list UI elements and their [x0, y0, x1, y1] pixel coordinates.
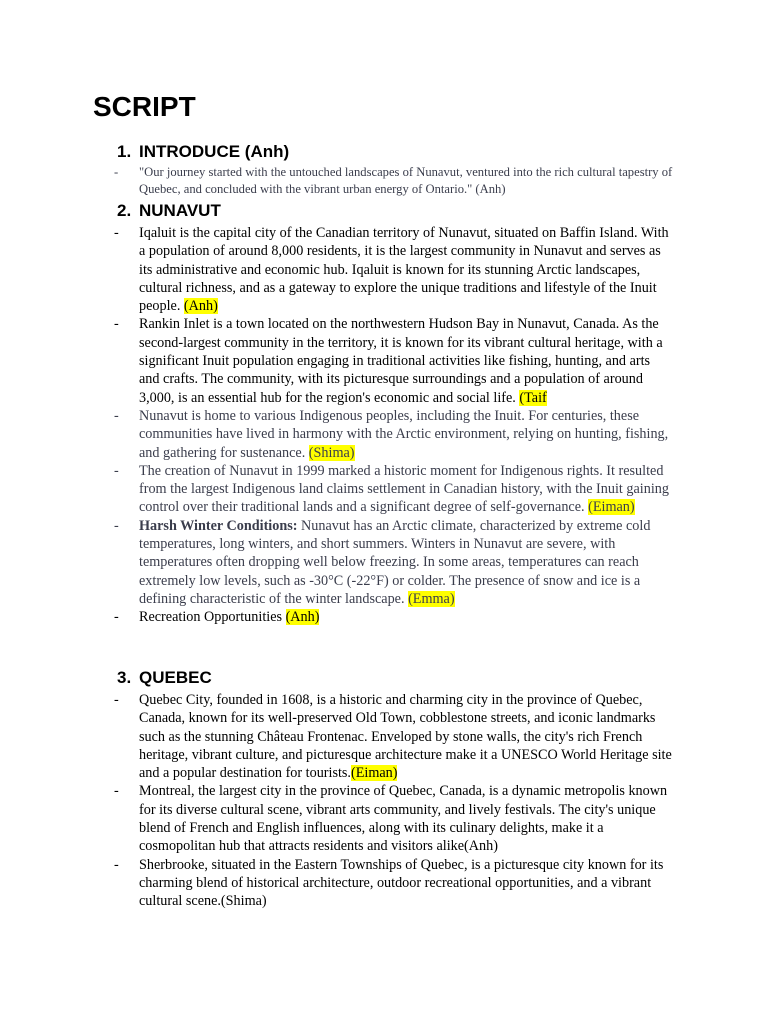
list-item [114, 224, 674, 315]
speaker-tag: (Eiman) [350, 765, 398, 782]
bullet-marker: - [114, 692, 119, 708]
section-number: 1. [117, 142, 132, 161]
speaker-tag: (Eiman) [588, 499, 635, 516]
section-number: 2. [117, 201, 132, 220]
section-heading-nunavut [117, 199, 221, 223]
list-item [114, 691, 674, 782]
bullet-list-nunavut [114, 224, 674, 627]
item-text: Nunavut has an Arctic climate, characterized by extreme cold temperatures, long winters, and short summers. Winters in Nunavut are severe, with temperatures often dropping well below freezing. In some areas, temperatures can reach extremely low levels, such as -30°C (-22°F) or colder. The presence of snow and ice is a defining characteristic of the winter landscape. [139, 517, 651, 607]
item-text: Iqaluit is the capital city of the Canadian territory of Nunavut, situated on Baffin Island. With a population of around 8,000 residents, it is the largest community in Nunavut and serves as its administrative and economic hub. Iqaluit is known for its stunning Arctic landscapes, cultural richness, and as a gateway to explore the unique traditions and lifestyle of the Inuit people. [139, 225, 669, 315]
bullet-list-introduce [114, 164, 674, 198]
list-item [114, 517, 674, 608]
bullet-marker: - [114, 517, 119, 534]
document-title: SCRIPT [93, 91, 196, 122]
bullet-marker: - [114, 609, 119, 626]
section-heading-quebec [117, 666, 212, 690]
section-title: NUNAVUT [139, 201, 221, 220]
speaker-tag: (Taif [519, 389, 547, 406]
section-title: QUEBEC [139, 668, 212, 687]
bullet-marker: - [114, 856, 119, 873]
item-text: "Our journey started with the untouched landscapes of Nunavut, ventured into the rich cultural tapestry of Quebec, and concluded with the vibrant urban energy of Ontario." (Anh) [139, 165, 673, 196]
speaker-tag: (Shima) [308, 444, 355, 461]
item-text: Montreal, the largest city in the province of Quebec, Canada, is a dynamic metropolis known for its diverse cultural scene, vibrant arts community, and lively festivals. The city's unique blend of French and English influences, along with its culinary delights, make it a cosmopolitan hub that attracts residents and visitors alike(Anh) [139, 783, 668, 855]
list-item [114, 407, 674, 462]
bullet-marker: - [114, 783, 119, 800]
list-item [114, 856, 674, 911]
bullet-list-quebec [114, 691, 674, 911]
item-text: The creation of Nunavut in 1999 marked a historic moment for Indigenous rights. It resulted from the largest Indigenous land claims settlement in Canadian history, with the Inuit gaining control over their traditional lands and a significant degree of self-governance. [139, 462, 669, 516]
section-title: INTRODUCE (Anh) [139, 142, 290, 161]
bullet-marker: - [114, 165, 119, 179]
speaker-tag: (Anh) [285, 609, 320, 626]
speaker-tag: (Emma) [408, 590, 455, 607]
item-text: Sherbrooke, situated in the Eastern Townships of Quebec, is a picturesque city known for its charming blend of historical architecture, outdoor recreational opportunities, and a vibrant cultural scene.(Shima) [139, 856, 664, 910]
bullet-marker: - [114, 316, 119, 333]
item-lead: Harsh Winter Conditions: [139, 517, 298, 534]
list-item [114, 782, 674, 855]
bullet-marker: - [114, 225, 119, 241]
list-item [114, 462, 674, 517]
bullet-marker: - [114, 407, 119, 424]
item-text: Recreation Opportunities [139, 609, 286, 626]
speaker-tag: (Anh) [183, 298, 218, 315]
item-text: Nunavut is home to various Indigenous peoples, including the Inuit. For centuries, these communities have lived in harmony with the Arctic environment, relying on hunting, fishing, and gathering for sustenance. [139, 407, 669, 461]
list-item [114, 608, 674, 626]
section-heading-introduce [117, 140, 289, 164]
list-item [114, 164, 674, 198]
list-item [114, 315, 674, 406]
bullet-marker: - [114, 462, 119, 479]
item-text: Quebec City, founded in 1608, is a historic and charming city in the province of Quebec, Canada, known for its well-preserved Old Town, cobblestone streets, and iconic landmarks such as the stunning Château Frontenac. Enveloped by stone walls, the city's rich French heritage, vibrant culture, and picturesque architecture make it a UNESCO World Heritage site and a popular destination for tourists. [139, 692, 672, 782]
item-text: Rankin Inlet is a town located on the northwestern Hudson Bay in Nunavut, Canada. As the second-largest community in the territory, it is known for its vibrant cultural heritage, with a significant Inuit population engaging in traditional activities like fishing, hunting, and arts and crafts. The community, with its picturesque surroundings and a population of around 3,000, is an essential hub for the region's economic and social life. [139, 316, 663, 406]
section-number: 3. [117, 668, 132, 687]
